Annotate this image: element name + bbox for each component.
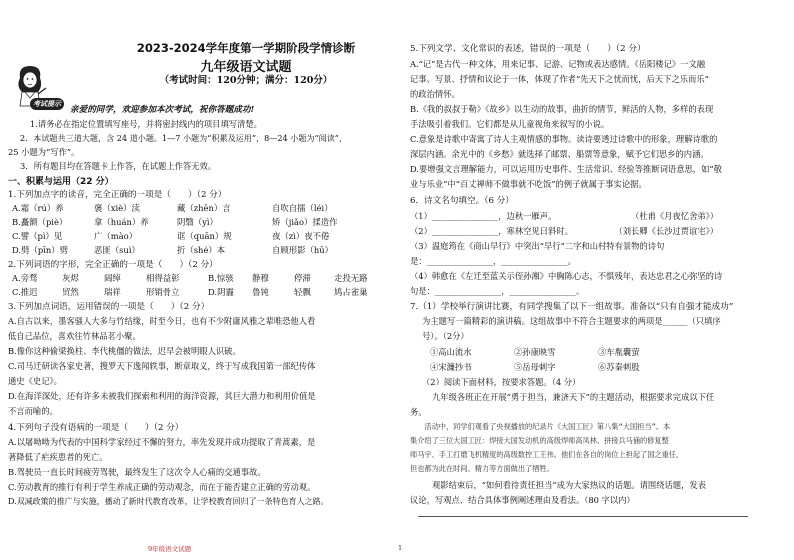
q3-line: A.自古以来，墨客骚人大多与竹结缘，时至今日，也有不少附庸风雅之辈唯恐他人看: [8, 316, 316, 326]
q2-b-3: 停滞: [294, 273, 311, 283]
q3-line: D.在海洋深处，还有许多未被我们探索和利用的海洋资源，其巨大潜力和利用价值是: [8, 391, 316, 401]
q2-b-1: B.惊骇: [208, 273, 234, 283]
q1-b-2: 拿（huán）养: [94, 217, 149, 227]
q1-b-4: 矫（jiǎo）揉造作: [272, 217, 338, 227]
q7-option: ⑥苏秦刺股: [598, 362, 640, 372]
q4-line: 著降低了疟疾患者的死亡。: [8, 452, 108, 462]
q5-line: A.“记”是古代一种文体，用来记事、记游、记物或表达感情。《岳阳楼记》一文融: [410, 59, 706, 69]
q1-c-2: 广（mào）: [94, 231, 138, 241]
q6-line: （3）温庭筠在《商山早行》中突出“早行”二字和山村特有景物的诗句: [410, 241, 665, 251]
q4-stem: 4.下列句子没有语病的一项是（ ）（2 分）: [8, 423, 184, 433]
q7-option: ②孙康映雪: [514, 347, 556, 357]
q2-d-2: 鲁钝: [252, 287, 269, 297]
note-2: 2．本试题共三道大题，含 24 道小题。1—7 小题为“积累及运用”，8—24 小题为“阅读”，: [20, 133, 348, 143]
q5-line: B.《我的叔叔于勒》《故乡》以生动的故事，曲折的情节，鲜活的人物，多样的表现: [410, 104, 714, 114]
q2-a-3: 阔绰: [104, 273, 121, 283]
q2-c-2: 贸然: [62, 287, 79, 297]
q1-d-4: 自顾形影（hū）: [272, 245, 334, 255]
material-line: 集介绍了三位大国工匠：焊接大国发动机的高级焊师高凤林、拼接兵马俑的修复整: [410, 436, 669, 445]
q2-c-1: C.推迟: [12, 287, 38, 297]
q7-stem-3: 号）。（2分）: [422, 331, 469, 341]
q2-d-1: D.阴霾: [208, 287, 234, 297]
q5-line: 记事、写景、抒情和议论于一体，体现了作者“先天下之忧而忧，后天下之乐而乐”: [410, 74, 709, 84]
q3-stem: 3.下列加点词语，运用错误的一项是（ ）（2 分）: [8, 302, 210, 312]
exam-title-grade: 九年级语文试题: [200, 60, 292, 75]
q1-a-3: 藏（zhēn）言: [177, 203, 231, 213]
q7-option: ⑤岳母刺字: [514, 362, 556, 372]
q6-line: （2）________________，寒林空见日斜时。 （刘长卿《长沙过贾谊宅》）: [410, 226, 719, 236]
material-line: 活动中，同学们观看了央视播放的纪录片《大国工匠》第八集“大国担当”。本: [410, 422, 671, 431]
q1-d-2: 恶匪（suì）: [94, 245, 140, 255]
q2-c-4: 形销骨立: [146, 287, 180, 297]
note-1: 1.请务必在指定位置填写座号，并将密封线内的项目填写清楚。: [30, 119, 262, 129]
page-number: 1: [398, 544, 403, 552]
q7-option: ①高山流水: [430, 347, 472, 357]
material-line: 师马宇、手工打磨飞机精度的高级数控工王伟。他们在各自的岗位上担起了国之重任，: [410, 450, 684, 459]
material-line: 但也都为此在时间、精力等方面做出了牺牲。: [410, 464, 554, 473]
exam-title-term: 2023-2024学年度第一学期阶段学情诊断: [136, 41, 356, 55]
q7-paragraph-2: 务。: [410, 407, 427, 417]
q2-a-4: 相得益彰: [146, 273, 180, 283]
q2-b-2: 静穆: [252, 273, 269, 283]
q1-a-4: 自吹自擂（léi）: [272, 203, 333, 213]
footer-label: 9年级语文试题: [148, 545, 192, 553]
q4-line: B.驾驶员一直长时间疲劳驾驶，最终发生了这次令人心痛的交通事故。: [8, 467, 266, 477]
q5-line: 手法吸引着我们。它们都是从儿童视角来叙写的小说。: [410, 119, 610, 129]
exam-info: （考试时间：120分钟；满分：120分）: [159, 75, 333, 86]
section-1-heading: 一、积累与运用（22 分）: [8, 177, 114, 187]
q5-line: 深层内涵。余光中的《乡愁》就选择了邮票、船票等意象，赋予它们思乡的内涵。: [410, 149, 709, 159]
note-2b: 25 小题为“写作”。: [8, 147, 80, 157]
q6-line: 句是：________________，________________。: [410, 286, 585, 296]
q4-line: D.双减政策的推广与实施，播动了新时代教育改革，让学校教育回归了一条特色育人之路。: [8, 497, 329, 506]
q7-task: 观影结束后，“如何看待责任担当”成为大家热议的话题。请围绕话题，发表: [432, 480, 706, 490]
q3-line: B.像你这种偷梁换柱、李代桃僵的做法，迟早会被明眼人识破。: [8, 346, 241, 356]
tip-text: 亲爱的同学，欢迎参加本次考试，祝你答题成功!: [70, 105, 255, 115]
q1-b-1: B.矗额（piè）: [12, 217, 68, 227]
q1-stem: 1.下列加点字的读音，完全正确的一项是（ ）（2 分）: [8, 190, 227, 200]
q4-line: A.以屠呦呦为代表的中国科学家经过不懈的努力，率先发现并成功提取了青蒿素，是: [8, 437, 316, 447]
q5-line: D.要增强文言理解能力，可以运用历史事件、生活常识、经验等推断词语意思，如“敬: [410, 164, 722, 174]
q3-line: 不言而喻的。: [8, 406, 58, 416]
q5-stem: 5.下列文学、文化常识的表述，错误的一项是（ ）（2 分）: [410, 44, 646, 54]
q3-line: C.司马迁研读各家史著，搜罗天下逸闻轶事，断章取义，终于写成我国第一部纪传体: [8, 361, 316, 371]
q7-option: ③车胤囊萤: [598, 347, 640, 357]
q3-line: 低自己品位，喜欢往竹林品茗小聚。: [8, 331, 141, 341]
q1-d-3: 折（shé）本: [177, 245, 226, 255]
q6-line: （1）________________，边秋一雁声。 （杜甫《月夜忆舍弟》）: [410, 211, 719, 221]
q7-paragraph: 九年级各班正在开展“勇于担当，兼济天下”的主题活动，根据要求完成以下任: [432, 392, 715, 402]
answer-line: [418, 516, 748, 517]
q1-c-3: 诓（quān）规: [177, 231, 232, 241]
q7-option: ④宋濂抄书: [430, 362, 472, 372]
q4-line: C.劳动教育的推行有利于学生养成正确的劳动观念，而在于能否建立正确的劳动观。: [8, 482, 316, 492]
q6-stem: 6．诗文名句填空。（6 分）: [410, 196, 514, 206]
q2-a-2: 灰烬: [62, 273, 79, 283]
q1-a-2: 褒（xiè）渎: [94, 203, 140, 213]
q1-b-3: 阴翳（yì）: [177, 217, 218, 227]
q3-line: 通史《史记》。: [8, 376, 62, 386]
q5-line: 的政治情怀。: [410, 89, 460, 99]
q7-task-2: 议论，写观点、结合具体事例阐述理由及看法。（80 字以内）: [410, 495, 635, 505]
q2-b-4: 走投无路: [334, 273, 368, 283]
q6-line: （4）韩愈在《左迁至蓝关示侄孙湘》中胸陈心志，不惧残年，表达忠君之心弥坚的诗: [410, 271, 723, 281]
q2-a-1: A.旁骛: [12, 273, 38, 283]
q7-stem-2: 为主题写一篇精彩的演讲稿。这组故事中不符合主题要求的两项是______（只填序: [422, 316, 721, 326]
q1-c-1: C.譬（pì）见: [12, 231, 63, 241]
q7-stem: 7.（1）学校举行演讲比赛，有同学搜集了以下一组故事。准备以“只有自强才能成功”: [410, 302, 734, 312]
q1-a-1: A.霜（rú）养: [12, 203, 64, 213]
q1-d-1: D.劈（pīn）劈: [12, 245, 69, 255]
q7-sub-2: （2）阅读下面材料，按要求答题。（4 分）: [422, 377, 581, 387]
q5-line: C.意象是诗歌中寄寓了诗人主观情感的事物。读诗要透过诗歌中的形象，理解诗歌的: [410, 134, 718, 144]
q2-stem: 2.下列词语的字形，完全正确的一项是（ ）（2 分）: [8, 260, 218, 270]
q1-c-4: 夜（zì）夜不倦: [272, 231, 330, 241]
q2-c-3: 瑞祥: [104, 287, 121, 297]
note-3: 3．所有题目均在答题卡上作答，在试题上作答无效。: [20, 161, 217, 171]
q6-line: 是：________________，________________。: [410, 256, 576, 266]
q5-line: 业与乐业”中“百丈禅师不做事就不吃饭”的例子就属于事实论据。: [410, 179, 647, 189]
q2-d-3: 轻飘: [294, 287, 311, 297]
tip-badge: 考试提示: [30, 98, 64, 110]
q2-d-4: 鸠占雀巢: [334, 287, 368, 297]
